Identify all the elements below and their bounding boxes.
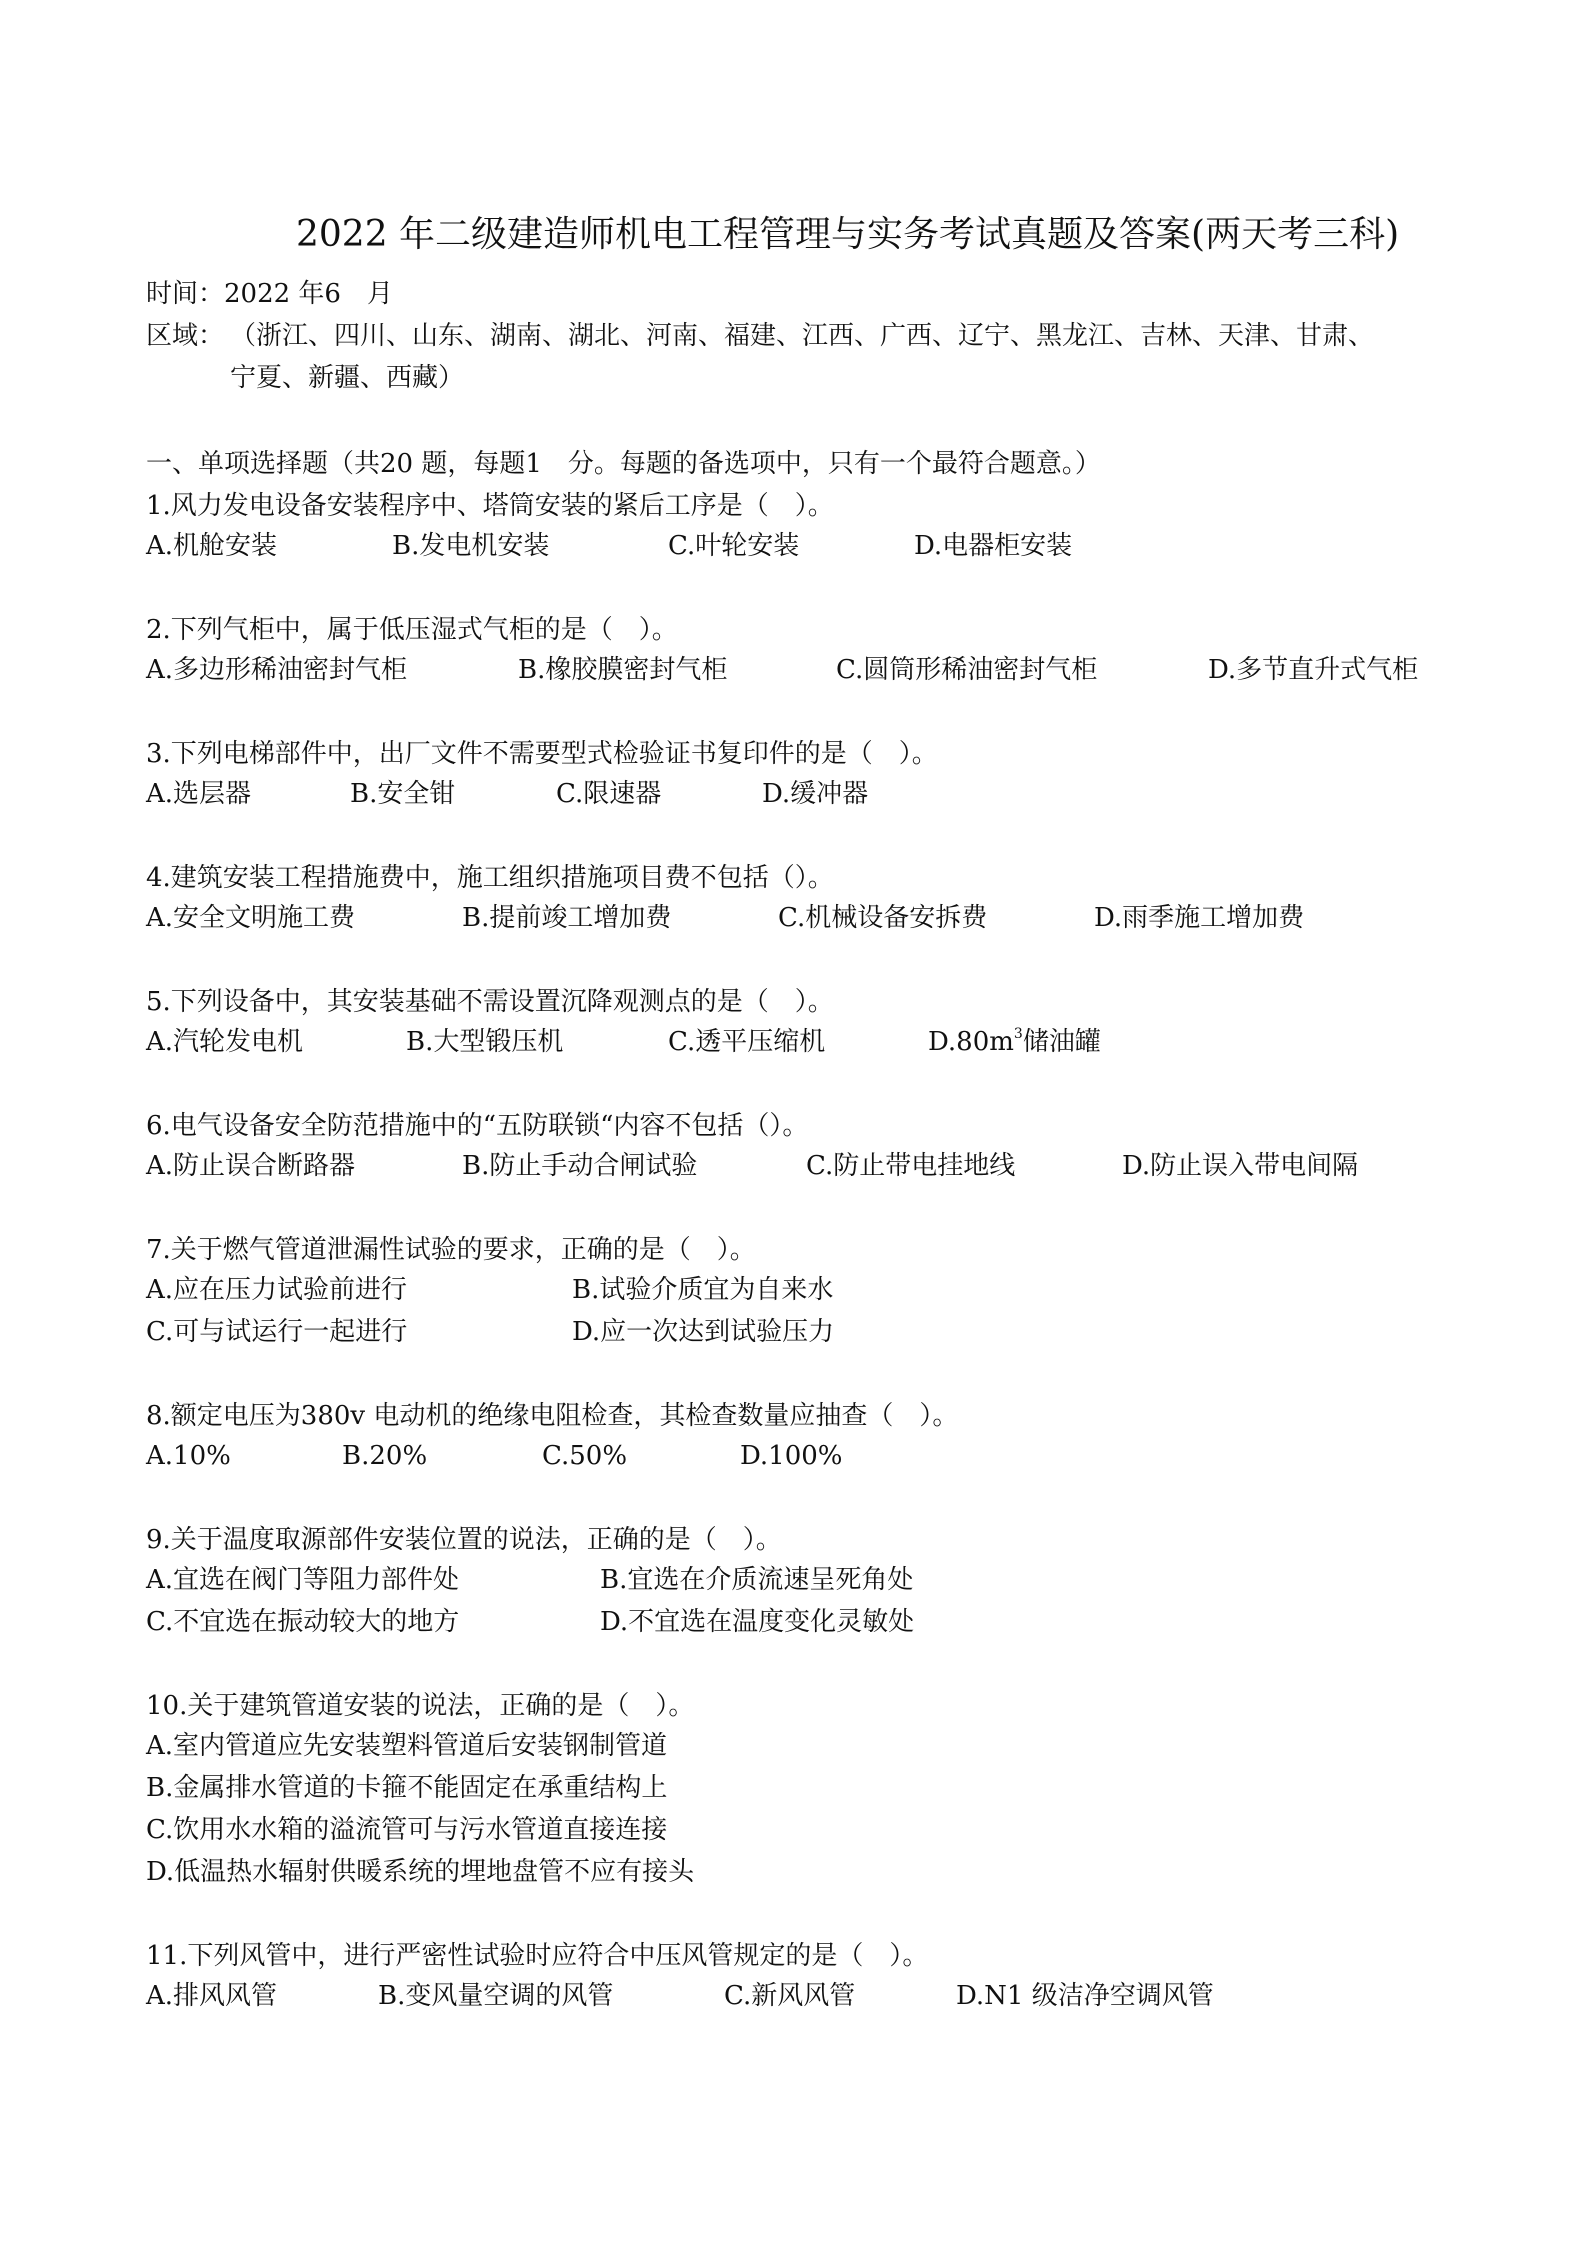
option-c: C.饮用水水箱的溢流管可与污水管道直接连接	[146, 1815, 668, 1845]
question-stem: 8.额定电压为380v 电动机的绝缘电阻检查，其检查数量应抽查（ ）。	[146, 1401, 959, 1431]
option-b: B.发电机安装	[392, 531, 550, 561]
region-list-line2: 宁夏、新疆、西藏）	[230, 363, 465, 393]
option-d: D.100%	[740, 1441, 843, 1471]
option-b: B.试验介质宜为自来水	[572, 1275, 834, 1305]
question-stem: 3.下列电梯部件中，出厂文件不需要型式检验证书复印件的是（ ）。	[146, 739, 938, 769]
option-b: B.20%	[342, 1441, 428, 1471]
option-b: B.橡胶膜密封气柜	[518, 655, 728, 685]
option-d: D.N1 级洁净空调风管	[956, 1981, 1214, 2011]
superscript-unit: 3	[1013, 1026, 1023, 1042]
region-label: 区域：	[146, 321, 225, 351]
option-a: A.防止误合断路器	[146, 1151, 356, 1181]
option-c: C.不宜选在振动较大的地方	[146, 1607, 460, 1637]
option-c: C.机械设备安拆费	[778, 903, 988, 933]
option-a: A.宜选在阀门等阻力部件处	[146, 1565, 460, 1595]
option-c: C.新风风管	[724, 1981, 856, 2011]
option-c: C.限速器	[556, 779, 662, 809]
question-stem: 10.关于建筑管道安装的说法，正确的是（ ）。	[146, 1691, 695, 1721]
option-a: A.排风风管	[146, 1981, 278, 2011]
option-b: B.安全钳	[350, 779, 456, 809]
option-a: A.选层器	[146, 779, 252, 809]
option-d	[928, 1026, 1101, 1057]
option-d: D.防止误入带电间隔	[1122, 1151, 1359, 1181]
option-d: D.不宜选在温度变化灵敏处	[600, 1607, 915, 1637]
option-c: C.可与试运行一起进行	[146, 1317, 408, 1347]
option-b: B.变风量空调的风管	[378, 1981, 614, 2011]
option-c: C.防止带电挂地线	[806, 1151, 1016, 1181]
option-a: A.室内管道应先安装塑料管道后安装钢制管道	[146, 1731, 668, 1761]
option-c: C.叶轮安装	[668, 531, 800, 561]
question-stem: 6.电气设备安全防范措施中的“五防联锁“内容不包括（）。	[146, 1111, 809, 1141]
option-c: C.圆筒形稀油密封气柜	[836, 655, 1098, 685]
option-a: A.应在压力试验前进行	[146, 1275, 408, 1305]
region-list-line1: （浙江、四川、山东、湖南、湖北、河南、福建、江西、广西、辽宁、黑龙江、吉林、天津、甘肃、	[230, 321, 1375, 351]
option-c: C.透平压缩机	[668, 1027, 826, 1057]
option-d-text: D.80m	[928, 1027, 1014, 1057]
option-d-tail: 储油罐	[1022, 1027, 1101, 1057]
option-d: D.缓冲器	[762, 779, 869, 809]
option-a: A.10%	[146, 1441, 231, 1471]
option-c: C.50%	[542, 1441, 628, 1471]
option-b: B.大型锻压机	[406, 1027, 564, 1057]
option-a: A.汽轮发电机	[146, 1027, 304, 1057]
question-stem: 11.下列风管中，进行严密性试验时应符合中压风管规定的是（ ）。	[146, 1941, 929, 1971]
section-heading: 一、单项选择题（共20 题，每题1 分。每题的备选项中，只有一个最符合题意。）	[146, 449, 1101, 479]
option-b: B.金属排水管道的卡箍不能固定在承重结构上	[146, 1773, 668, 1803]
question-stem: 1.风力发电设备安装程序中、塔筒安装的紧后工序是（ ）。	[146, 491, 834, 521]
question-stem: 5.下列设备中，其安装基础不需设置沉降观测点的是（ ）。	[146, 987, 834, 1017]
option-d: D.电器柜安装	[914, 531, 1073, 561]
option-b: B.防止手动合闸试验	[462, 1151, 698, 1181]
option-b: B.宜选在介质流速呈死角处	[600, 1565, 914, 1595]
document-title: 2022 年二级建造师机电工程管理与实务考试真题及答案(两天考三科)	[296, 214, 1400, 255]
exam-time: 时间：2022 年6 月	[146, 279, 393, 309]
option-d: D.低温热水辐射供暖系统的埋地盘管不应有接头	[146, 1857, 695, 1887]
option-a: A.机舱安装	[146, 531, 278, 561]
question-stem: 7.关于燃气管道泄漏性试验的要求，正确的是（ ）。	[146, 1235, 756, 1265]
question-stem: 9.关于温度取源部件安装位置的说法，正确的是（ ）。	[146, 1525, 782, 1555]
option-a: A.安全文明施工费	[146, 903, 356, 933]
option-d: D.多节直升式气柜	[1208, 655, 1419, 685]
option-d: D.雨季施工增加费	[1094, 903, 1305, 933]
option-a: A.多边形稀油密封气柜	[146, 655, 408, 685]
option-b: B.提前竣工增加费	[462, 903, 672, 933]
question-stem: 2.下列气柜中，属于低压湿式气柜的是（ ）。	[146, 615, 678, 645]
option-d: D.应一次达到试验压力	[572, 1317, 835, 1347]
question-stem: 4.建筑安装工程措施费中，施工组织措施项目费不包括（）。	[146, 863, 834, 893]
